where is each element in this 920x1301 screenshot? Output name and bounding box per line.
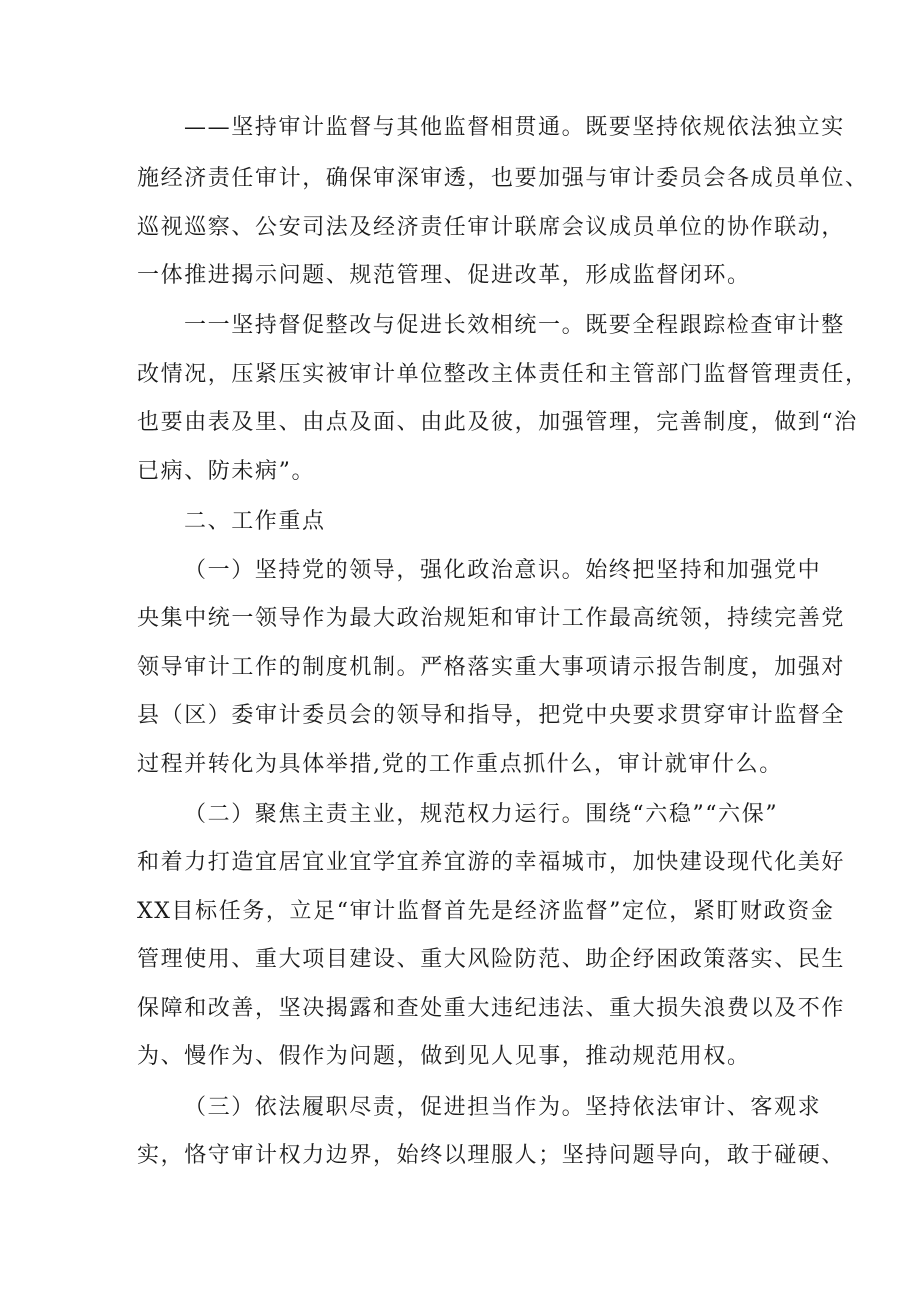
- text-line: 已病、防未病”。: [137, 459, 316, 484]
- text-line: 领导审计工作的制度机制。严格落实重大事项请示报告制度，加强对: [137, 655, 846, 680]
- text-line: 一一坚持督促整改与促进长效相统一。既要全程跟踪检查审计整: [184, 313, 845, 338]
- text-line: ——坚持审计监督与其他监督相贯通。既要坚持依规依法独立实: [184, 115, 845, 140]
- section-heading: 二、工作重点: [184, 509, 326, 534]
- text-line: 实，恪守审计权力边界，始终以理服人；坚持问题导向，敢于碰硬、: [137, 1143, 846, 1168]
- text-line: （三）依法履职尽责，促进担当作为。坚持依法审计、客观求: [184, 1095, 822, 1120]
- text-line: 管理使用、重大项目建设、重大风险防范、助企纾困政策落实、民生: [137, 947, 846, 972]
- text-line: XX目标任务，立足“审计监督首先是经济监督”定位，紧盯财政资金: [137, 899, 835, 924]
- text-line: 和着力打造宜居宜业宜学宜养宜游的幸福城市，加快建设现代化美好: [137, 850, 846, 875]
- text-line: 施经济责任审计，确保审深审透，也要加强与审计委员会各成员单位、: [137, 166, 869, 191]
- text-line: （一）坚持党的领导，强化政治意识。始终把坚持和加强党中: [184, 558, 822, 583]
- text-line: 保障和改善，坚决揭露和查处重大违纪违法、重大损失浪费以及不作: [137, 996, 846, 1021]
- text-line: 县（区）委审计委员会的领导和指导，把党中央要求贯穿审计监督全: [137, 703, 846, 728]
- text-line: 也要由表及里、由点及面、由此及彼，加强管理，完善制度，做到“治: [137, 410, 858, 435]
- text-line: 为、慢作为、假作为问题，做到见人见事，推动规范用权。: [137, 1044, 751, 1069]
- text-line: （二）聚焦主责主业，规范权力运行。围绕“六稳”“六保”: [184, 802, 779, 827]
- text-line: 一体推进揭示问题、规范管理、促进改革，形成监督闭环。: [137, 263, 751, 288]
- text-line: 央集中统一领导作为最大政治规矩和审计工作最高统领，持续完善党: [137, 606, 846, 631]
- text-line: 改情况，压紧压实被审计单位整改主体责任和主管部门监督管理责任，: [137, 362, 869, 387]
- text-line: 过程并转化为具体举措,党的工作重点抓什么，审计就审什么。: [137, 752, 783, 777]
- text-line: 巡视巡察、公安司法及经济责任审计联席会议成员单位的协作联动，: [137, 215, 846, 240]
